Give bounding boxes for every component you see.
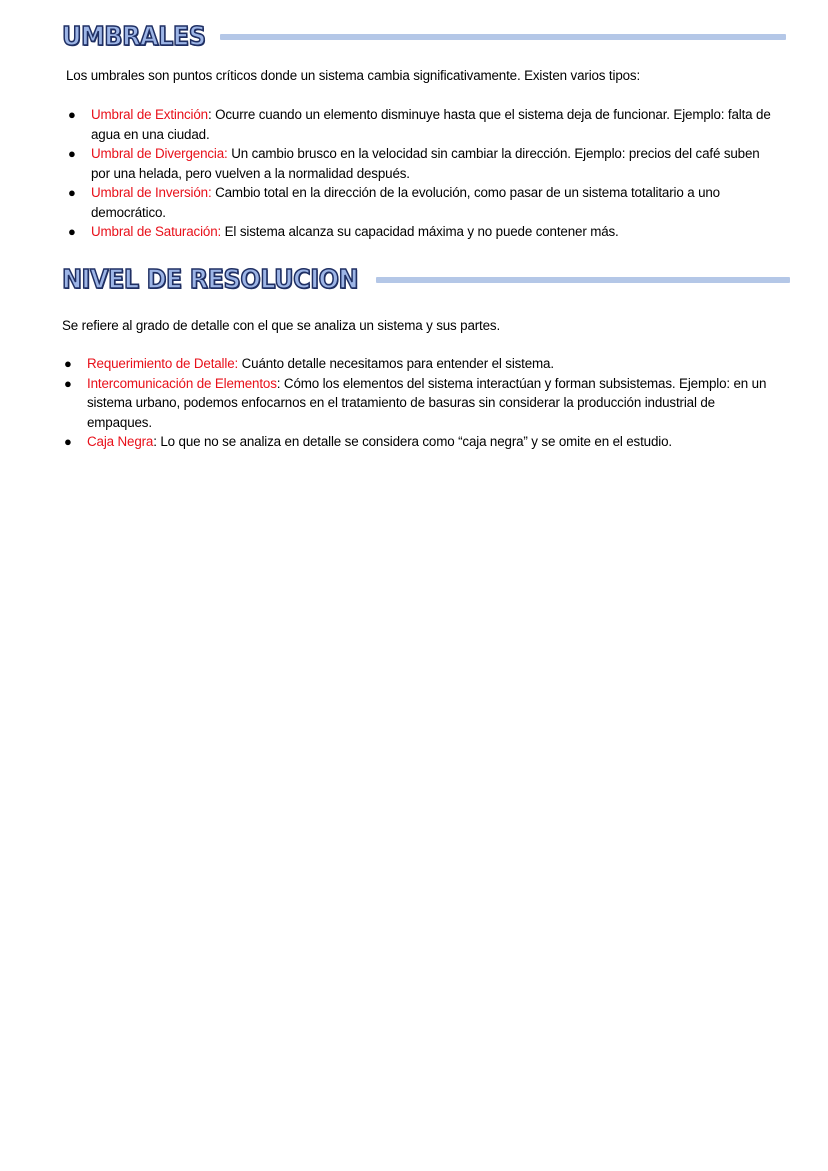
list-item-term: Requerimiento de Detalle: (87, 356, 239, 371)
list-item-term: Umbral de Saturación: (91, 224, 222, 239)
bullet-icon: ● (68, 224, 76, 239)
list-item (66, 222, 776, 242)
list-item (66, 144, 776, 183)
list-item-term: Umbral de Divergencia: (91, 146, 228, 161)
list-item-term: Umbral de Extinción (91, 107, 208, 122)
umbrales-intro: Los umbrales son puntos críticos donde un sistema cambia significativamente. Existen varios tipos: (66, 68, 641, 83)
bullet-icon: ● (68, 185, 76, 200)
bullet-icon: ● (64, 434, 72, 449)
bullet-icon: ● (68, 146, 76, 161)
list-item-text: Un cambio brusco en la velocidad sin cambiar la dirección. Ejemplo: precios del café suben por una helada, pero vuelven a la normalidad después. (91, 146, 760, 181)
umbrales-header (62, 20, 786, 54)
list-item (66, 183, 776, 222)
list-item-term: Intercomunicación de Elementos (87, 375, 277, 391)
umbrales-heading: UMBRALES (62, 22, 206, 52)
list-item-term: Umbral de Inversión: (91, 185, 212, 200)
list-item-text: : Cómo los elementos del sistema interactúan y forman subsistemas. Ejemplo: en un sistema urbano, podemos enfocarnos en el tratamiento de basuras sin considerar la producción industrial de empaques. (87, 375, 767, 430)
list-item-text: : Ocurre cuando un elemento disminuye hasta que el sistema deja de funcionar. Ejemplo: falta de agua en una ciudad. (91, 107, 771, 142)
umbrales-heading-rule (220, 34, 786, 40)
list-item-term: Caja Negra (87, 434, 154, 449)
nivel-resolucion-heading: NIVEL DE RESOLUCION (62, 265, 359, 295)
bullet-icon: ● (64, 375, 72, 391)
nivel-resolucion-intro: Se refiere al grado de detalle con el que se analiza un sistema y sus partes. (62, 318, 501, 333)
list-item-text: : Lo que no se analiza en detalle se considera como “caja negra” y se omite en el estudio. (153, 434, 672, 449)
list-item (62, 354, 782, 374)
list-item (66, 105, 776, 144)
list-item (62, 374, 782, 433)
bullet-icon: ● (64, 356, 72, 371)
umbrales-list (66, 105, 776, 242)
bullet-icon: ● (68, 107, 76, 122)
nivel-resolucion-list (62, 354, 782, 452)
nivel-resolucion-heading-rule (376, 277, 790, 283)
list-item-text: Cambio total en la dirección de la evolución, como pasar de un sistema totalitario a uno democrático. (91, 185, 720, 220)
list-item-text: Cuánto detalle necesitamos para entender el sistema. (238, 356, 554, 371)
list-item-text: El sistema alcanza su capacidad máxima y no puede contener más. (221, 224, 619, 239)
nivel-resolucion-header (62, 263, 790, 297)
list-item (62, 432, 782, 452)
